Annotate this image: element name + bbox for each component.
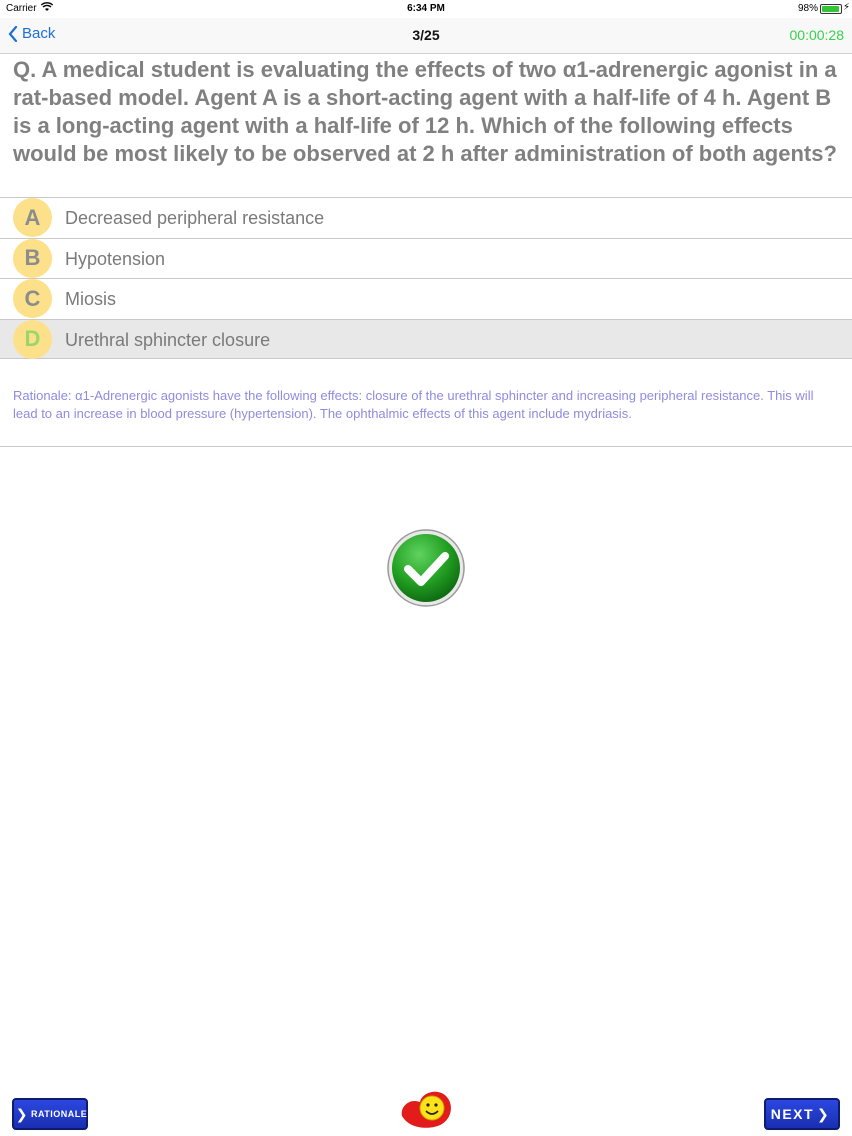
battery-percent: 98% xyxy=(797,3,818,14)
option-letter-badge: D xyxy=(13,320,52,359)
rationale-button-label: RATIONALE xyxy=(30,1109,88,1119)
option-text: Miosis xyxy=(65,289,117,309)
option-letter-badge: C xyxy=(13,279,52,318)
option-text: Hypotension xyxy=(65,248,166,269)
battery-icon xyxy=(820,4,842,14)
rationale-text: Rationale: α1-Adrenergic agonists have the following effects: closure of the urethral sphincter and increasing peripheral resistance. This will lead to an increase in blood pressure (hypertension). The ophthalmic effects of this agent include mydriasis. xyxy=(13,388,814,421)
next-button-label: NEXT xyxy=(770,1106,815,1122)
divider xyxy=(0,446,852,447)
status-bar xyxy=(0,0,852,18)
question-counter: 3/25 xyxy=(412,27,440,43)
rationale-button[interactable] xyxy=(12,1098,88,1130)
smiley-heart-icon[interactable] xyxy=(398,1086,454,1130)
option-b[interactable] xyxy=(0,238,852,279)
charging-icon: ⚡ xyxy=(842,2,850,13)
option-letter-badge: B xyxy=(13,239,52,278)
next-button[interactable] xyxy=(764,1098,840,1130)
option-a[interactable] xyxy=(0,197,852,238)
option-letter-badge: A xyxy=(13,198,52,237)
chevron-right-icon: ❯ xyxy=(817,1105,831,1122)
answer-options xyxy=(0,197,852,359)
navigation-bar xyxy=(0,18,852,54)
question-text: Q. A medical student is evaluating the effects of two α1-adrenergic agonist in a rat-based model. Agent A is a short-acting agent with a half-life of 4 h. Agent B is a long-acting agent with a half-life of 12 h. Which of the following effects would be most likely to be observed at 2 h after administration of both agents? xyxy=(13,57,837,166)
option-d[interactable] xyxy=(0,319,852,360)
quiz-timer: 00:00:28 xyxy=(789,27,844,43)
status-time: 6:34 PM xyxy=(407,3,445,14)
carrier-label: Carrier xyxy=(6,3,37,14)
correct-checkmark-icon xyxy=(386,528,466,608)
chevron-right-icon: ❯ xyxy=(15,1105,28,1122)
option-text: Urethral sphincter closure xyxy=(65,329,271,350)
back-label: Back xyxy=(22,25,56,42)
option-text: Decreased peripheral resistance xyxy=(65,208,325,228)
option-c[interactable] xyxy=(0,278,852,319)
